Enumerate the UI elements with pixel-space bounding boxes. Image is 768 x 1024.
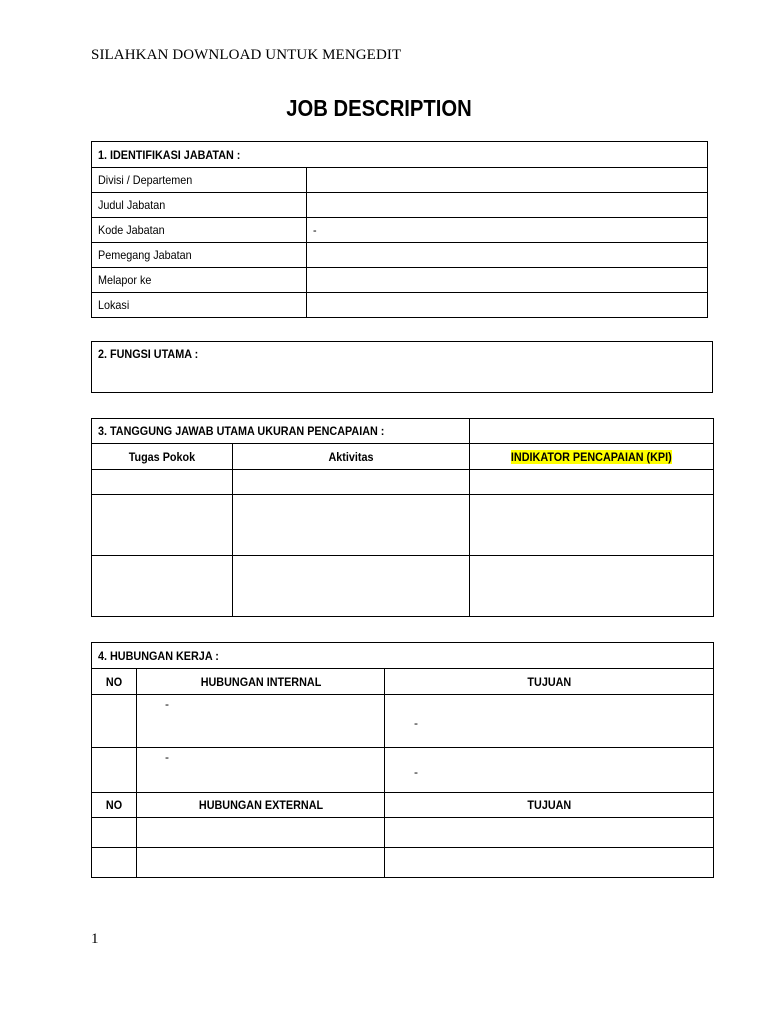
- section-2-heading[interactable]: 2. FUNGSI UTAMA :: [92, 342, 713, 393]
- external-relation-cell[interactable]: [137, 818, 385, 848]
- work-relations-table: [91, 642, 714, 878]
- aktivitas-cell[interactable]: [233, 556, 470, 617]
- section-1-heading: 1. IDENTIFIKASI JABATAN :: [92, 142, 708, 168]
- field-value-pemegang[interactable]: [307, 243, 708, 268]
- main-function-table: [91, 341, 713, 393]
- tugas-cell[interactable]: [92, 470, 233, 495]
- no-cell[interactable]: [92, 818, 137, 848]
- col-header-tujuan: TUJUAN: [385, 669, 714, 695]
- purpose-cell[interactable]: -: [385, 695, 714, 748]
- tugas-cell[interactable]: [92, 556, 233, 617]
- external-relation-cell[interactable]: [137, 848, 385, 878]
- field-value-judul[interactable]: [307, 193, 708, 218]
- kpi-cell[interactable]: [470, 495, 714, 556]
- field-value-divisi[interactable]: [307, 168, 708, 193]
- col-header-tugas-pokok: Tugas Pokok: [92, 444, 233, 470]
- col-header-no: NO: [92, 669, 137, 695]
- identification-table: [91, 141, 708, 318]
- no-cell[interactable]: [92, 695, 137, 748]
- field-value-melapor[interactable]: [307, 268, 708, 293]
- aktivitas-cell[interactable]: [233, 495, 470, 556]
- field-label-lokasi: Lokasi: [92, 293, 307, 318]
- purpose-cell[interactable]: -: [385, 748, 714, 793]
- page-number: 1: [91, 931, 99, 947]
- kpi-cell[interactable]: [470, 470, 714, 495]
- col-header-aktivitas: Aktivitas: [233, 444, 470, 470]
- section-4-heading: 4. HUBUNGAN KERJA :: [92, 643, 714, 669]
- field-value-lokasi[interactable]: [307, 293, 708, 318]
- field-label-pemegang: Pemegang Jabatan: [92, 243, 307, 268]
- field-value-kode[interactable]: -: [307, 218, 708, 243]
- field-label-melapor: Melapor ke: [92, 268, 307, 293]
- purpose-cell[interactable]: [385, 818, 714, 848]
- internal-relation-cell[interactable]: -: [137, 695, 385, 748]
- kpi-cell[interactable]: [470, 556, 714, 617]
- col-header-kpi: INDIKATOR PENCAPAIAN (KPI): [470, 444, 714, 470]
- col-header-external: HUBUNGAN EXTERNAL: [137, 793, 385, 818]
- col-header-tujuan-external: TUJUAN: [385, 793, 714, 818]
- field-label-kode: Kode Jabatan: [92, 218, 307, 243]
- no-cell[interactable]: [92, 848, 137, 878]
- purpose-cell[interactable]: [385, 848, 714, 878]
- field-label-judul: Judul Jabatan: [92, 193, 307, 218]
- col-header-no-external: NO: [92, 793, 137, 818]
- no-cell[interactable]: [92, 748, 137, 793]
- aktivitas-cell[interactable]: [233, 470, 470, 495]
- section-3-heading: 3. TANGGUNG JAWAB UTAMA UKURAN PENCAPAIAN :: [92, 419, 470, 444]
- tugas-cell[interactable]: [92, 495, 233, 556]
- field-label-divisi: Divisi / Departemen: [92, 168, 307, 193]
- responsibility-table: [91, 418, 714, 617]
- col-header-internal: HUBUNGAN INTERNAL: [137, 669, 385, 695]
- document-title: JOB DESCRIPTION: [286, 95, 472, 121]
- download-note: SILAHKAN DOWNLOAD UNTUK MENGEDIT: [91, 47, 402, 63]
- section-3-heading-blank[interactable]: [470, 419, 714, 444]
- internal-relation-cell[interactable]: -: [137, 748, 385, 793]
